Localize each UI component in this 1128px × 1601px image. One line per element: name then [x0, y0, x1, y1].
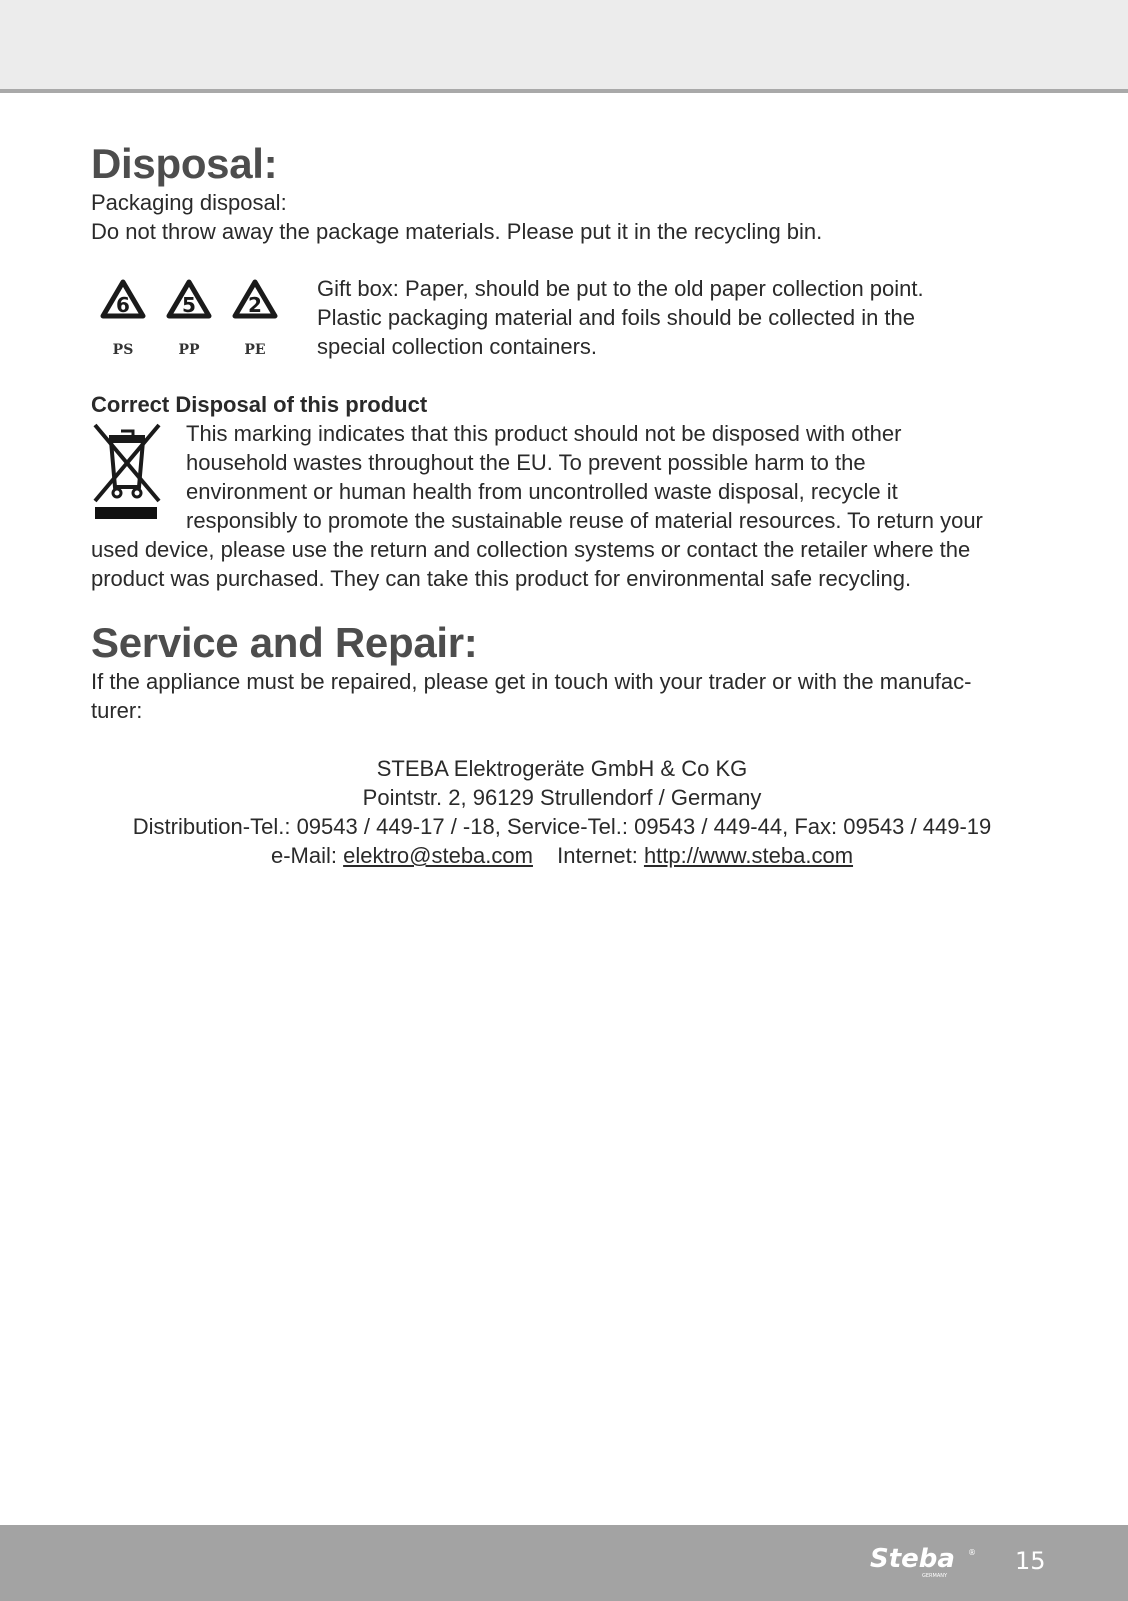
recycling-code-label: PE [244, 342, 266, 358]
recycling-line: Gift box: Paper, should be put to the old paper collection point. [317, 276, 924, 301]
recycling-code-pe-icon [235, 282, 275, 358]
manufacturer-address [83, 754, 1041, 870]
page-number: 15 [1015, 1547, 1046, 1575]
website-link[interactable]: http://www.steba.com [643, 843, 854, 868]
internet-label: Internet: [557, 843, 638, 868]
svg-text:®: ® [968, 1548, 976, 1557]
recycling-code-label: PP [178, 342, 200, 358]
contact-line [83, 841, 1041, 870]
logo-sub: GERMANY [922, 1573, 948, 1579]
correct-disposal-title: Correct Disposal of this product [91, 392, 428, 417]
weee-block [91, 419, 1041, 593]
service-title: Service and Repair: [91, 619, 478, 666]
weee-line: product was purchased. They can take this product for environmental safe recycling. [91, 566, 912, 591]
recycling-line: Plastic packaging material and foils should be collected in the [317, 305, 916, 330]
footer-band [0, 1525, 1128, 1601]
recycling-line: special collection containers. [317, 334, 598, 359]
recycling-code-number: 2 [248, 293, 262, 317]
recycling-code-ps-icon [103, 282, 143, 358]
recycling-code-pp-icon [169, 282, 209, 358]
weee-line: environment or human health from uncontrolled waste disposal, recycle it [186, 479, 898, 504]
packaging-label: Packaging disposal: [91, 190, 287, 215]
service-line: turer: [91, 698, 143, 723]
weee-line: This marking indicates that this product should not be disposed with other [186, 421, 902, 446]
weee-line: used device, please use the return and collection systems or contact the retailer where the [91, 537, 971, 562]
recycling-code-number: 5 [182, 293, 196, 317]
recycling-code-label: PS [112, 342, 134, 358]
street-address: Pointstr. 2, 96129 Strullendorf / Germany [362, 785, 762, 810]
weee-line: responsibly to promote the sustainable reuse of material resources. To return your [186, 508, 983, 533]
email-link[interactable]: elektro@steba.com [343, 843, 533, 868]
disposal-title: Disposal: [91, 140, 278, 187]
logo-text: Steba [870, 1544, 955, 1574]
weee-line: household wastes throughout the EU. To prevent possible harm to the [186, 450, 866, 475]
phone-numbers: Distribution-Tel.: 09543 / 449-17 / -18, Service-Tel.: 09543 / 449-44, Fax: 09543 / 449-19 [132, 814, 992, 839]
recycling-code-number: 6 [116, 293, 130, 317]
service-line: If the appliance must be repaired, please get in touch with your trader or with the manufac- [91, 669, 972, 694]
recycling-block [91, 274, 1041, 386]
packaging-text: Do not throw away the package materials. Please put it in the recycling bin. [91, 219, 823, 244]
crossed-bin-icon [91, 421, 163, 521]
page-content [91, 140, 1041, 870]
recycling-codes-icon [91, 274, 291, 364]
email-label: e-Mail: [270, 843, 337, 868]
company-name: STEBA Elektrogeräte GmbH & Co KG [376, 756, 748, 781]
steba-logo [870, 1543, 980, 1583]
recycling-text [317, 274, 924, 361]
header-band [0, 0, 1128, 93]
